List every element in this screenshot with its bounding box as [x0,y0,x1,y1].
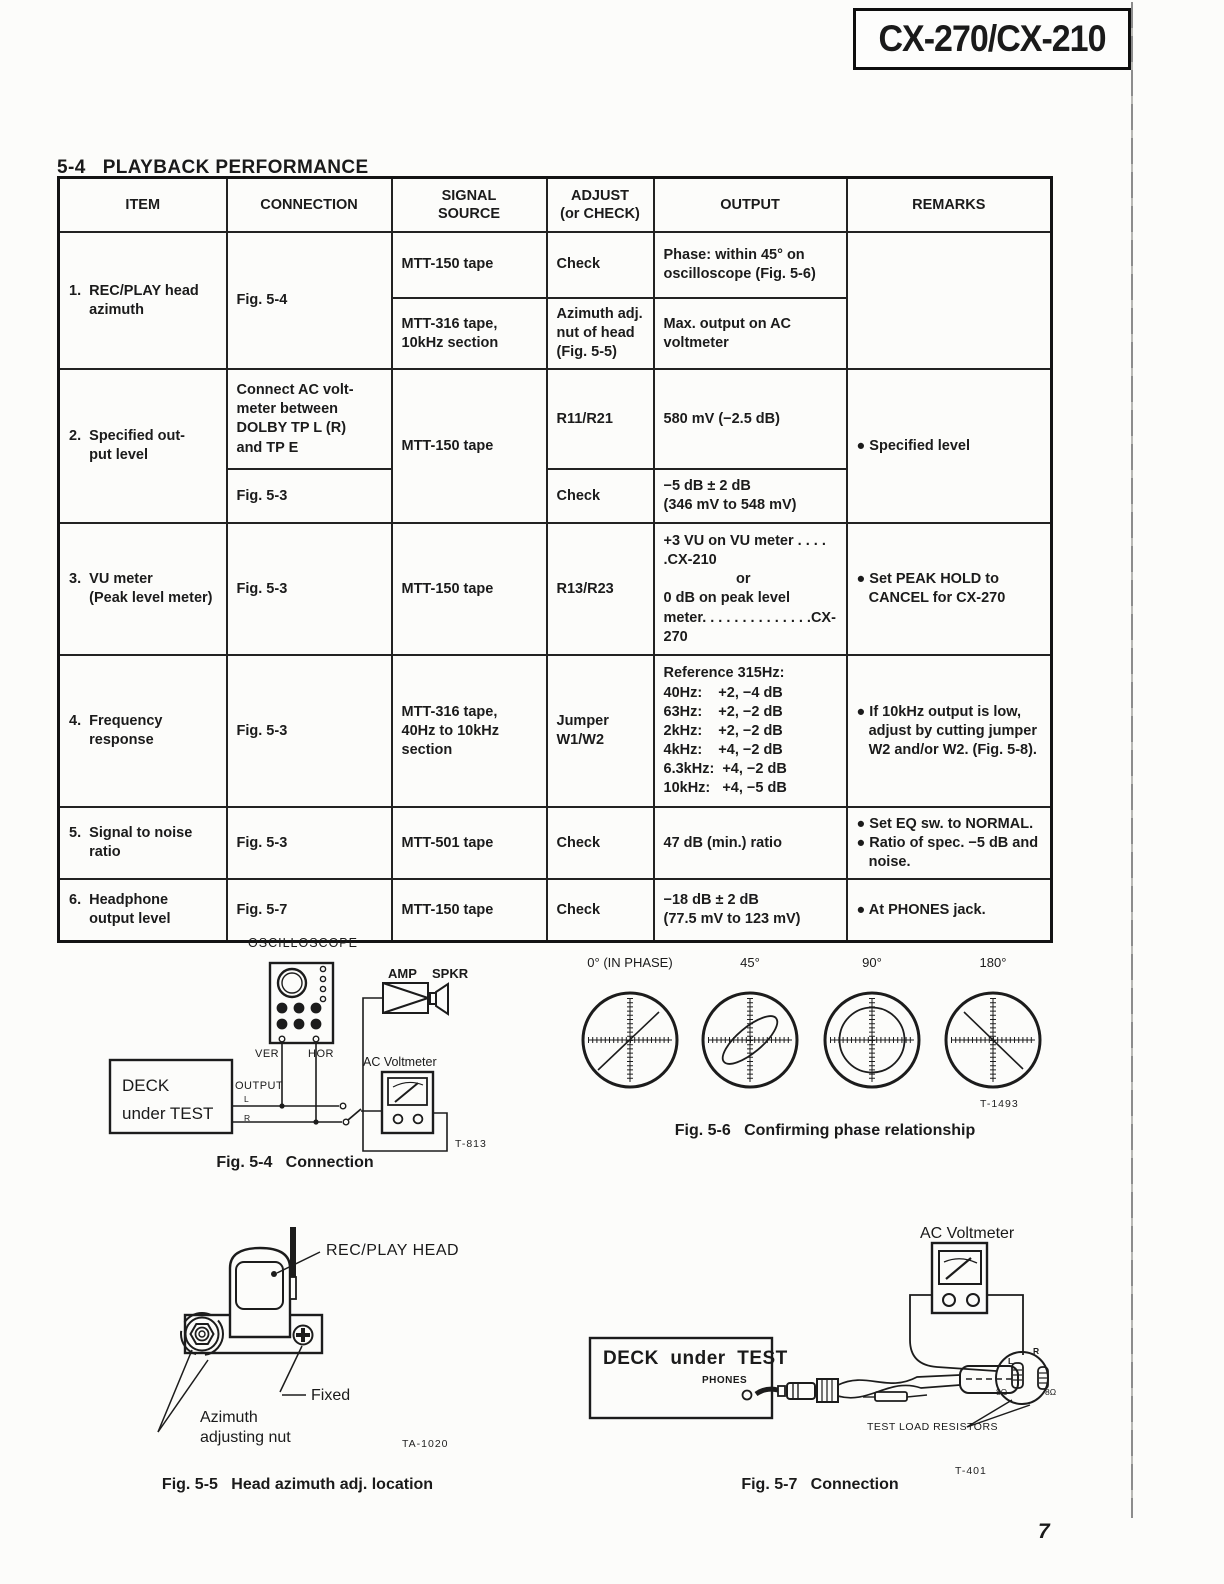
fig-5-5-caption: Fig. 5-5 Head azimuth adj. location [161,1476,434,1493]
load-ohm-label-r: 8Ω [1045,1387,1057,1397]
cell-remarks: ● Set EQ sw. to NORMAL. ● Ratio of spec. −5 dB and noise. [847,807,1052,879]
meter-needle [395,1083,418,1102]
cell-output: Reference 315Hz: 40Hz: +2, −4 dB 63Hz: +2, −2 dB 2kHz: +2, −2 dB 4kHz: +4, −2 dB 6.3kHz: +4, −2 dB 10kHz: +4, −5 dB [654,655,847,807]
cell-output: 47 dB (min.) ratio [654,807,847,879]
output-label: OUTPUT [235,1080,284,1092]
cell-item: 2. Specified out- put level [59,369,227,523]
test-load-resistors-label: TEST LOAD RESISTORS [867,1421,999,1433]
cell-adjust: Check [547,807,654,879]
cell-item: 5. Signal to noise ratio [59,807,227,879]
fig-5-5-code: TA-1020 [402,1438,449,1450]
cell-adjust: Check [547,469,654,523]
column-header-signal-source: SIGNAL SOURCE [392,178,547,233]
fig-5-6-drawing [560,950,1060,1150]
section-title: 5-4 PLAYBACK PERFORMANCE [57,156,369,178]
ver-label: VER [255,1048,280,1060]
cell-signal-source: MTT-316 tape, 40Hz to 10kHz section [392,655,547,807]
fig-5-7-code: T-401 [955,1465,987,1477]
azimuth-nut-label: Azimuth adjusting nut [200,1409,291,1446]
cell-signal-source: MTT-150 tape [392,523,547,655]
cell-item: 1. REC/PLAY head azimuth [59,232,227,369]
cell-signal-source: MTT-316 tape, 10kHz section [392,298,547,369]
switch-contact-l [340,1103,346,1109]
plug-tip [778,1386,785,1396]
phones-label: PHONES [702,1375,748,1386]
fig-5-4-caption: Fig. 5-4 Connection [216,1154,374,1171]
hor-label: HOR [308,1048,334,1060]
load-ohm-label-l: 8Ω [996,1387,1008,1397]
fixed-label: Fixed [311,1387,351,1404]
l-channel-label: L [244,1094,249,1104]
column-header-connection: CONNECTION [227,178,392,233]
page-number: 7 [1038,1520,1050,1543]
inline-resistor [875,1392,907,1401]
cell-adjust: Azimuth adj. nut of head (Fig. 5-5) [547,298,654,369]
phase-scope-90deg [825,993,919,1087]
column-header-item: ITEM [59,178,227,233]
cell-output: −5 dB ± 2 dB (346 mV to 548 mV) [654,469,847,523]
cell-signal-source: MTT-150 tape [392,232,547,298]
cell-connection: Fig. 5-4 [227,232,392,369]
phase-scope-180deg [946,993,1040,1087]
cell-item: 4. Frequency response [59,655,227,807]
cell-output: Phase: within 45° on oscilloscope (Fig. 5-6) [654,232,847,298]
cell-adjust: R13/R23 [547,523,654,655]
cell-remarks: ● Specified level [847,369,1052,523]
cell-output: 580 mV (−2.5 dB) [654,369,847,469]
fig-5-7-caption: Fig. 5-7 Connection [741,1476,899,1493]
cell-adjust: R11/R21 [547,369,654,469]
phones-jack [743,1391,752,1400]
r-channel-label: R [244,1113,251,1123]
column-header-remarks: REMARKS [847,178,1052,233]
ac-voltmeter-label: AC Voltmeter [363,1055,437,1069]
phase-label-0: 0° (IN PHASE) [587,955,673,970]
cell-remarks: ● If 10kHz output is low, adjust by cutting jumper W2 and/or W2. (Fig. 5-8). [847,655,1052,807]
cell-output: −18 dB ± 2 dB (77.5 mV to 123 mV) [654,879,847,942]
cell-remarks: ● Set PEAK HOLD to CANCEL for CX-270 [847,523,1052,655]
deck-under-test-label: DECK under TEST [122,1076,214,1124]
cell-adjust: Check [547,232,654,298]
table-row [59,523,1052,655]
figure-5-6 [560,950,1060,1150]
playback-performance-table [57,176,1053,943]
cell-remarks [847,232,1052,369]
column-header-adjust: ADJUST (or CHECK) [547,178,654,233]
cell-item: 3. VU meter (Peak level meter) [59,523,227,655]
phase-label-180: 180° [979,955,1007,970]
switch-contact-r [343,1119,349,1125]
cell-connection: Fig. 5-7 [227,879,392,942]
table-row [59,655,1052,807]
spkr-label: SPKR [432,966,469,981]
cell-adjust: Jumper W1/W2 [547,655,654,807]
table-header-row [59,178,1052,233]
cell-item: 6. Headphone output level [59,879,227,942]
fig-5-4-code: T-813 [455,1138,487,1150]
cell-connection: Fig. 5-3 [227,655,392,807]
figure-5-7 [575,1215,1065,1500]
cell-connection: Connect AC volt- meter between DOLBY TP L (R) and TP E [227,369,392,469]
l-channel-label: L [1008,1356,1014,1366]
cell-signal-source: MTT-150 tape [392,879,547,942]
phase-label-45: 45° [740,955,760,970]
table-row [59,369,1052,469]
table-row [59,232,1052,298]
cell-remarks: ● At PHONES jack. [847,879,1052,942]
column-header-output: OUTPUT [654,178,847,233]
fig-5-6-caption: Fig. 5-6 Confirming phase relationship [674,1122,976,1139]
phase-scope-45deg [703,993,797,1087]
oscilloscope-label: OSCILLOSCOPE [248,936,358,950]
model-title: CX-270/CX-210 [878,17,1106,59]
figure-5-4 [95,930,525,1180]
phase-label-90: 90° [862,955,882,970]
amp-box [383,983,428,1013]
deck-under-test-label: DECK under TEST [603,1348,788,1369]
cell-signal-source: MTT-501 tape [392,807,547,879]
r-channel-label: R [1033,1346,1040,1356]
model-title-box [853,8,1131,70]
cell-output: Max. output on AC voltmeter [654,298,847,369]
ac-voltmeter-box [382,1072,433,1133]
cell-connection: Fig. 5-3 [227,807,392,879]
fig-5-6-code: T-1493 [980,1098,1019,1110]
meter-needle [946,1258,971,1279]
figure-5-5 [130,1210,490,1505]
ac-voltmeter-label: AC Voltmeter [920,1225,1015,1242]
cell-signal-source: MTT-150 tape [392,369,547,523]
amp-label: AMP [388,966,417,981]
cell-connection: Fig. 5-3 [227,523,392,655]
cell-connection: Fig. 5-3 [227,469,392,523]
cell-adjust: Check [547,879,654,942]
page-margin-line [1131,2,1133,1518]
cell-output: +3 VU on VU meter . . . . .CX-210 or 0 dB on peak level meter. . . . . . . . . . . . . .CX-270 [654,523,847,655]
plug-body [787,1383,815,1399]
fixed-screw [294,1326,313,1345]
rec-play-head-label: REC/PLAY HEAD [326,1242,460,1259]
table-row [59,807,1052,879]
phase-scope-0deg [583,993,677,1087]
plug-arrow [756,1389,778,1394]
switch-lever [348,1109,361,1120]
